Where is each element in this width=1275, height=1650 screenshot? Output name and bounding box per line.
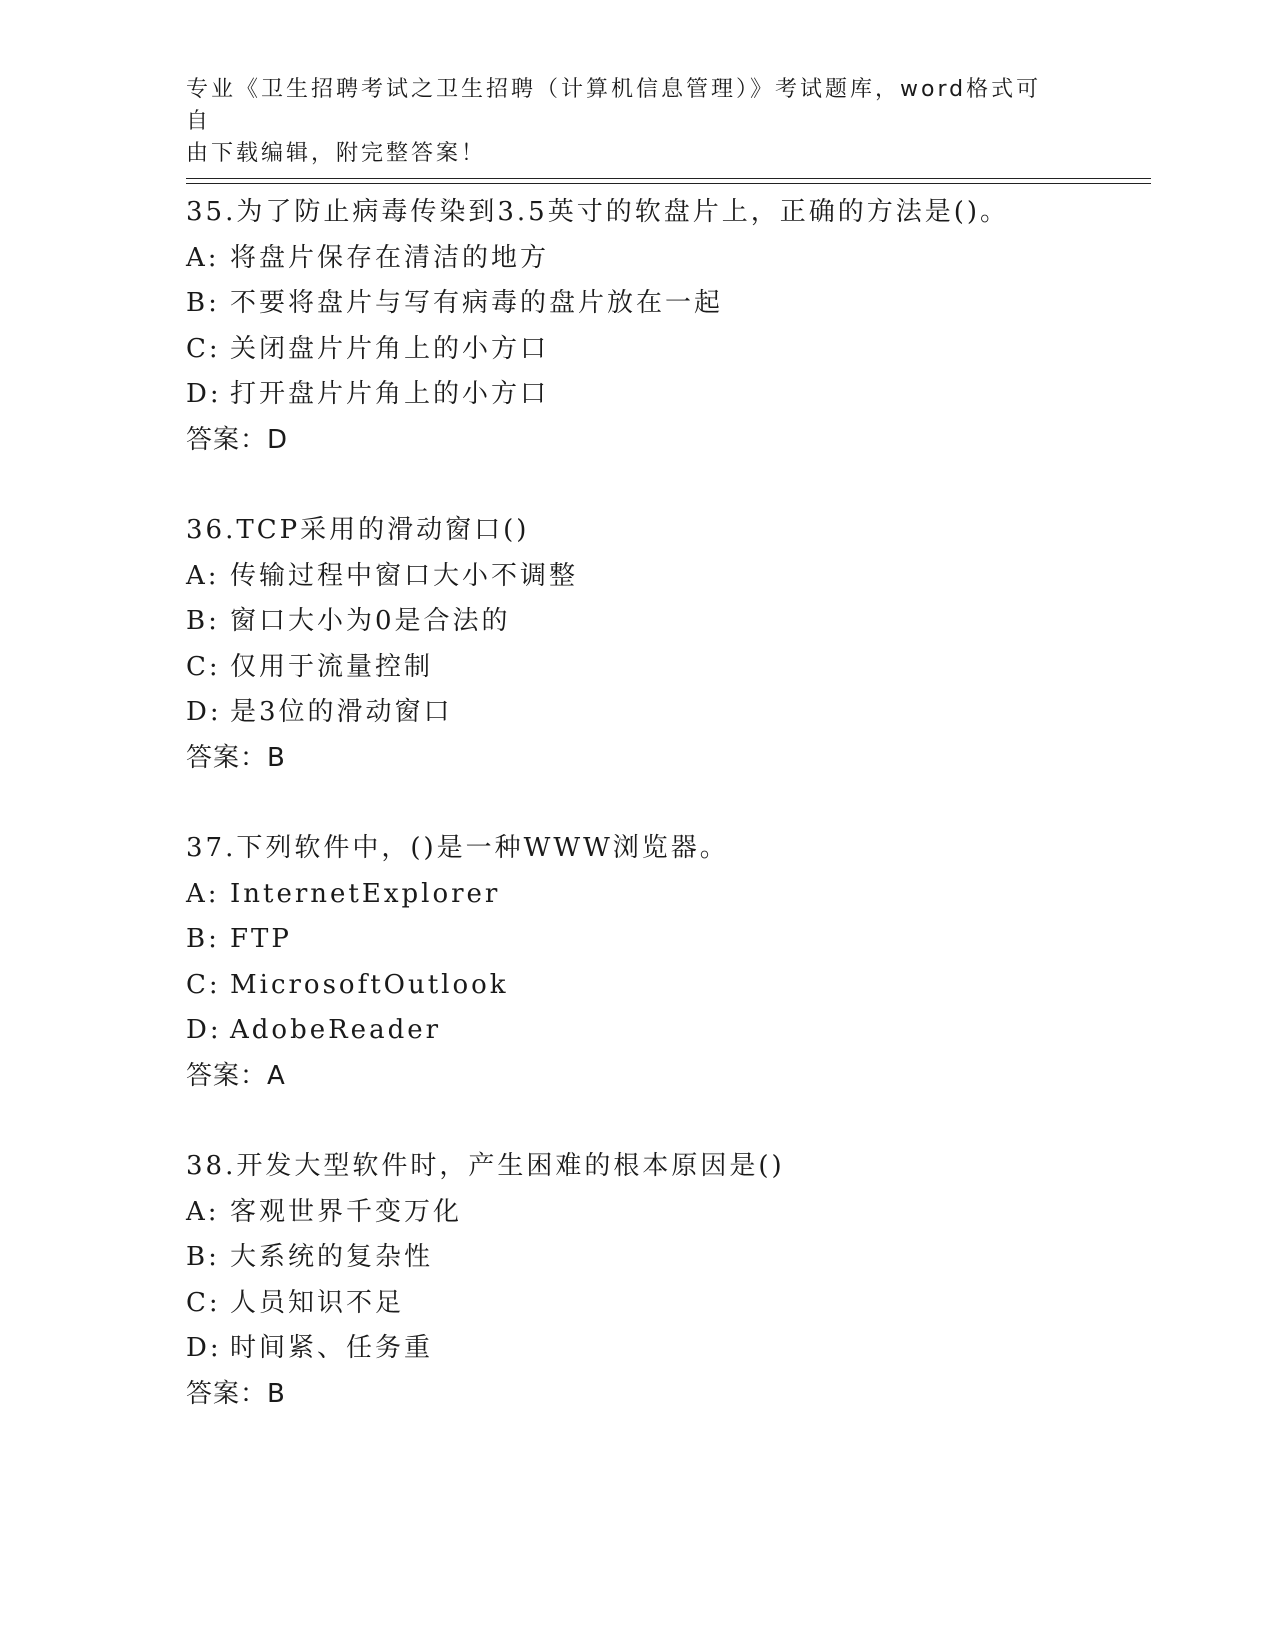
- option-text: 仅用于流量控制: [230, 651, 434, 682]
- option-text: 传输过程中窗口大小不调整: [230, 560, 579, 591]
- option-label: B:: [186, 288, 220, 318]
- question-stem: 38.开发大型软件时，产生困难的根本原因是(): [186, 1151, 785, 1181]
- option-a: [186, 236, 1146, 282]
- question-stem: 35.为了防止病毒传染到3.5英寸的软盘片上，正确的方法是()。: [186, 197, 1009, 227]
- option-d: [186, 1326, 1146, 1372]
- answer-line: 答案：B: [186, 1378, 286, 1409]
- option-c: [186, 1281, 1146, 1327]
- option-a: [186, 1190, 1146, 1236]
- option-label: A:: [186, 560, 220, 591]
- option-text: 打开盘片片角上的小方口: [230, 379, 550, 409]
- question-36: [186, 508, 1146, 781]
- option-text: 窗口大小为0是合法的: [230, 606, 511, 636]
- option-label: C:: [186, 651, 221, 682]
- answer-line: 答案：D: [186, 424, 289, 455]
- option-c: [186, 645, 1146, 691]
- question-38: [186, 1144, 1146, 1417]
- option-text: FTP: [230, 924, 292, 954]
- question-stem: 37.下列软件中，()是一种WWW浏览器。: [186, 833, 729, 863]
- option-text: 人员知识不足: [230, 1287, 405, 1318]
- question-stem: 36.TCP采用的滑动窗口(): [186, 515, 530, 545]
- option-text: 时间紧、任务重: [230, 1333, 434, 1363]
- option-a: [186, 872, 1146, 918]
- option-b: [186, 599, 1146, 645]
- option-text: InternetExplorer: [230, 878, 501, 909]
- option-b: [186, 1235, 1146, 1281]
- answer-line: 答案：A: [186, 1060, 286, 1091]
- option-label: C:: [186, 333, 221, 364]
- option-label: A:: [186, 1196, 220, 1227]
- option-label: B:: [186, 924, 220, 954]
- option-text: MicrosoftOutlook: [230, 969, 509, 1000]
- option-label: D:: [186, 379, 222, 409]
- option-d: [186, 372, 1146, 418]
- option-label: A:: [186, 878, 220, 909]
- question-list: [186, 190, 1146, 1462]
- option-text: 将盘片保存在清洁的地方: [230, 242, 550, 273]
- option-b: [186, 281, 1146, 327]
- option-label: C:: [186, 969, 221, 1000]
- option-text: 客观世界千变万化: [230, 1196, 463, 1227]
- option-c: [186, 963, 1146, 1009]
- option-label: D:: [186, 697, 222, 727]
- option-text: 关闭盘片片角上的小方口: [230, 333, 550, 364]
- option-c: [186, 327, 1146, 373]
- option-b: [186, 917, 1146, 963]
- header-line-2: 由下载编辑，附完整答案！: [186, 141, 487, 166]
- option-label: C:: [186, 1287, 221, 1318]
- option-d: [186, 690, 1146, 736]
- option-text: 是3位的滑动窗口: [230, 697, 453, 727]
- option-label: B:: [186, 606, 220, 636]
- question-37: [186, 826, 1146, 1099]
- header-line-1: 专业《卫生招聘考试之卫生招聘（计算机信息管理）》考试题库，word格式可自: [186, 77, 1042, 134]
- option-label: D:: [186, 1015, 222, 1045]
- option-d: [186, 1008, 1146, 1054]
- header-divider-top: [186, 178, 1151, 179]
- option-text: 不要将盘片与写有病毒的盘片放在一起: [230, 288, 724, 318]
- option-text: AdobeReader: [230, 1015, 442, 1045]
- option-a: [186, 554, 1146, 600]
- option-text: 大系统的复杂性: [230, 1242, 434, 1272]
- question-35: [186, 190, 1146, 463]
- option-label: D:: [186, 1333, 222, 1363]
- header-divider-bottom: [186, 183, 1151, 184]
- option-label: B:: [186, 1242, 220, 1272]
- option-label: A:: [186, 242, 220, 273]
- document-header: [186, 74, 1066, 170]
- answer-line: 答案：B: [186, 742, 286, 773]
